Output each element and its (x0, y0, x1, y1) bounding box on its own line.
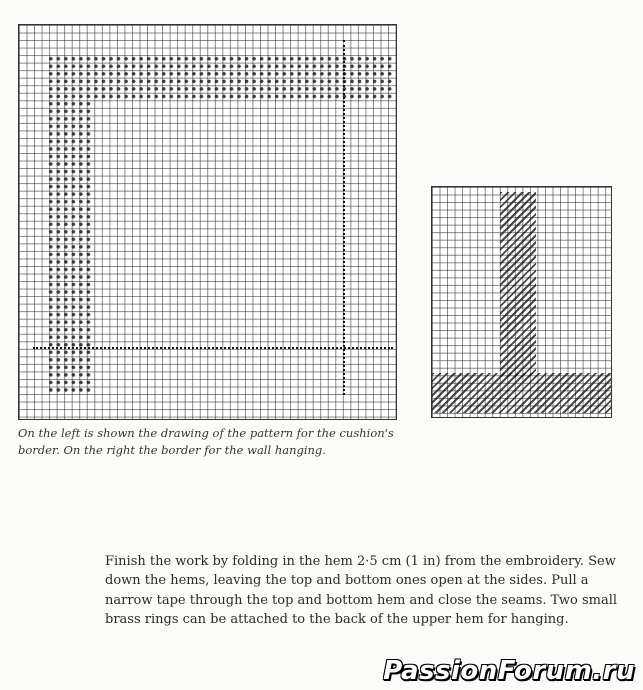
instructions-paragraph: Finish the work by folding in the hem 2·5 cm (1 in) from the embroidery. Sew down the hems, leaving the top and bottom ones open at the sides. Pull a narrow tape through the top and bottom hem and close the seams. Two small brass rings can be attached to the back of the upper hem for hanging. (105, 554, 618, 628)
instructions-text (105, 552, 625, 630)
vertical-guide-line (343, 40, 345, 395)
caption-line-2: border. On the right the border for the wall hanging. (18, 443, 326, 457)
figure-caption (18, 425, 408, 459)
horizontal-border-motif (432, 373, 611, 413)
top-border-motif (47, 55, 392, 100)
horizontal-guide-line (33, 347, 393, 349)
wall-hanging-border-chart (431, 186, 612, 418)
vertical-border-motif (500, 192, 536, 377)
left-border-motif (47, 100, 92, 395)
cushion-border-chart (18, 24, 397, 420)
caption-line-1: On the left is shown the drawing of the pattern for the cushion's (18, 426, 394, 440)
site-watermark: PassionForum.ru (383, 656, 635, 686)
